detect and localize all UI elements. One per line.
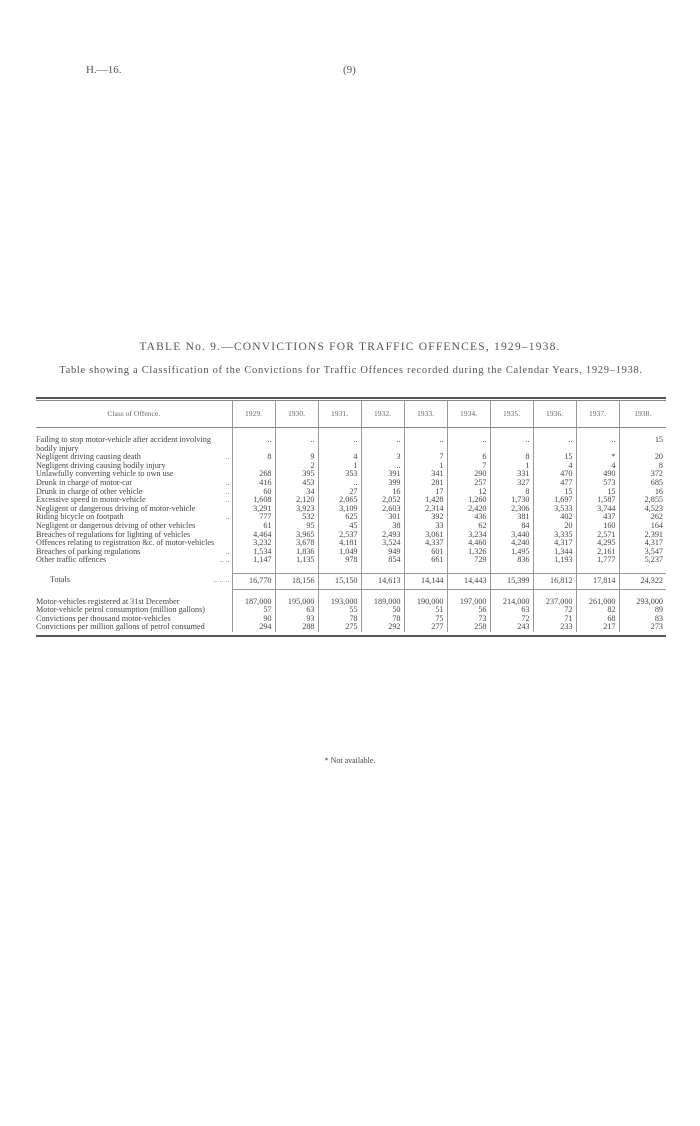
table-cell: 38 <box>361 522 404 531</box>
table-cell: 1,049 <box>318 548 361 557</box>
table-cell: 273 <box>650 622 663 632</box>
leader-dots: .. <box>225 512 230 522</box>
table-cell: 261,000 <box>576 598 619 607</box>
leader-dots: .. <box>225 486 230 496</box>
table-cell: 82 <box>576 606 619 615</box>
table-cell: 195,000 <box>275 598 318 607</box>
table-cell: 661 <box>404 556 447 565</box>
table-cell: .. <box>318 436 361 453</box>
table-cell: .. <box>576 436 619 453</box>
footnote: * Not available. <box>324 756 376 765</box>
table-cell: 27 <box>318 488 361 497</box>
table-cell: 275 <box>318 623 361 632</box>
table-cell: 189,000 <box>361 598 404 607</box>
table-cell: 402 <box>533 513 576 522</box>
table-cell: 15,150 <box>318 573 361 589</box>
row-label: Offences relating to registration &c. of motor-vehicles <box>36 538 215 548</box>
table-cell: 1,534 <box>232 548 275 557</box>
table-cell: 949 <box>361 548 404 557</box>
table-cell: 3,440 <box>490 531 533 540</box>
table-cell: 3,524 <box>361 539 404 548</box>
table-cell: 20 <box>654 452 663 462</box>
table-cell: 1,697 <box>533 496 576 505</box>
table-cell: 3,232 <box>232 539 275 548</box>
table-cell: 17 <box>404 488 447 497</box>
table-title: TABLE No. 9.—CONVICTIONS FOR TRAFFIC OFFENCES, 1929–1938. <box>139 341 561 353</box>
spacer-cell <box>490 565 533 574</box>
leader-dots: .. .. <box>219 555 230 565</box>
table-cell: 381 <box>490 513 533 522</box>
table-cell: 1,836 <box>275 548 318 557</box>
table-cell: 2,537 <box>318 531 361 540</box>
table-cell: 12 <box>447 488 490 497</box>
table-cell: 3 <box>361 453 404 462</box>
table-cell: 4,464 <box>232 531 275 540</box>
table-cell: 1,730 <box>490 496 533 505</box>
row-label: Drunk in charge of other vehicle <box>36 486 143 496</box>
convictions-table <box>36 401 666 632</box>
table-cell: 4,240 <box>490 539 533 548</box>
table-cell: 3,744 <box>576 505 619 514</box>
column-header-year: 1930. <box>275 401 318 428</box>
table-cell: 4 <box>318 453 361 462</box>
table-cell: 258 <box>447 623 490 632</box>
table-cell: 1,260 <box>447 496 490 505</box>
table-cell: 257 <box>447 479 490 488</box>
table-cell: 391 <box>361 470 404 479</box>
table-cell: 3,533 <box>533 505 576 514</box>
table-cell: 1 <box>318 462 361 471</box>
spacer-cell <box>318 565 361 574</box>
column-header-class-of-offence: Class of Offence. <box>36 401 232 428</box>
table-cell: 2,306 <box>490 505 533 514</box>
column-header-year: 1932. <box>361 401 404 428</box>
row-label: Failing to stop motor-vehicle after accident involving bodily injury <box>36 435 211 453</box>
row-label: Negligent or dangerous driving of motor-vehicle <box>36 503 196 513</box>
row-label-cell <box>36 556 232 565</box>
table-cell: 164 <box>650 520 663 530</box>
table-cell: 4,337 <box>404 539 447 548</box>
table-cell: 243 <box>490 623 533 632</box>
spacer-cell <box>619 565 666 574</box>
table-cell: 3,335 <box>533 531 576 540</box>
table-cell: 4,295 <box>576 539 619 548</box>
table-cell: 292 <box>361 623 404 632</box>
page-number: (9) <box>343 64 356 76</box>
table-cell: .. <box>447 436 490 453</box>
leader-dots: .. <box>225 477 230 487</box>
table-cell: 353 <box>318 470 361 479</box>
table-cell: 854 <box>361 556 404 565</box>
row-label: Motor-vehicle petrol consumption (million gallons) <box>36 605 206 615</box>
table-cell: 288 <box>275 623 318 632</box>
table-cell: 277 <box>404 623 447 632</box>
table-cell: 1,587 <box>576 496 619 505</box>
table-cell: 729 <box>447 556 490 565</box>
table-cell: 2,420 <box>447 505 490 514</box>
table-cell: 84 <box>490 522 533 531</box>
table-header-row <box>36 401 666 428</box>
row-label: Totals <box>50 575 70 585</box>
table-cell: 1,608 <box>232 496 275 505</box>
table-cell: 2,120 <box>275 496 318 505</box>
table-cell: 1,193 <box>533 556 576 565</box>
table-cell: 5,237 <box>644 555 663 565</box>
table-cell: 416 <box>232 479 275 488</box>
bottom-rule <box>36 635 666 637</box>
table-cell: 33 <box>404 522 447 531</box>
column-header-year: 1931. <box>318 401 361 428</box>
table-cell: 45 <box>318 522 361 531</box>
row-label: Motor-vehicles registered at 31st December <box>36 596 180 606</box>
table-cell: 395 <box>275 470 318 479</box>
page-header <box>0 64 700 78</box>
table-cell: 836 <box>490 556 533 565</box>
row-label-cell <box>36 573 232 589</box>
table-cell: 3,109 <box>318 505 361 514</box>
row-label: Convictions per thousand motor-vehicles <box>36 613 171 623</box>
table-cell: 294 <box>232 623 275 632</box>
table-cell: 214,000 <box>490 598 533 607</box>
table-cell: 399 <box>361 479 404 488</box>
table-cell: 685 <box>650 477 663 487</box>
table-cell: 437 <box>576 513 619 522</box>
column-header-year: 1937. <box>576 401 619 428</box>
table-cell: 237,000 <box>533 598 576 607</box>
table-cell: 8 <box>232 453 275 462</box>
table-cell: 777 <box>232 513 275 522</box>
spacer-cell <box>576 565 619 574</box>
table-cell: 55 <box>318 606 361 615</box>
table-cell: 2,065 <box>318 496 361 505</box>
table-cell: 1 <box>404 462 447 471</box>
table-cell: 2,603 <box>361 505 404 514</box>
table-cell: 625 <box>318 513 361 522</box>
row-label: Unlawfully converting vehicle to own use <box>36 469 174 479</box>
table-cell: 532 <box>275 513 318 522</box>
leader-dots: .. <box>225 452 230 462</box>
table-cell: .. <box>490 436 533 453</box>
table-cell: 160 <box>576 522 619 531</box>
table-cell: .. <box>275 436 318 453</box>
table-cell: 68 <box>576 615 619 624</box>
table-cell: 73 <box>447 615 490 624</box>
column-header-year: 1936. <box>533 401 576 428</box>
row-label: Negligent or dangerous driving of other vehicles <box>36 520 196 530</box>
table-cell: 268 <box>232 470 275 479</box>
table-subtitle: Table showing a Classification of the Convictions for Traffic Offences recorded during the Calendar Years, 1929–1938. <box>59 365 643 376</box>
spacer-cell <box>533 565 576 574</box>
table-cell: 2,052 <box>361 496 404 505</box>
table-cell: 14,144 <box>404 573 447 589</box>
table-cell: 71 <box>533 615 576 624</box>
table-cell: 4,317 <box>644 538 663 548</box>
table-cell: 4,181 <box>318 539 361 548</box>
table-cell: 2 <box>275 462 318 471</box>
table-cell: 15 <box>533 488 576 497</box>
table-cell: 190,000 <box>404 598 447 607</box>
table-cell: 75 <box>404 615 447 624</box>
table-cell: 573 <box>576 479 619 488</box>
table-cell: 7 <box>447 462 490 471</box>
table-cell: 16,812 <box>533 573 576 589</box>
table-cell: 331 <box>490 470 533 479</box>
table-cell: 436 <box>447 513 490 522</box>
table-row <box>36 436 666 453</box>
table-cell: 1,326 <box>447 548 490 557</box>
table-cell: 3,678 <box>275 539 318 548</box>
row-label: Breaches of regulations for lighting of vehicles <box>36 529 191 539</box>
row-label: Negligent driving causing bodily injury <box>36 460 166 470</box>
row-label: Riding bicycle on footpath <box>36 512 124 522</box>
totals-spacer-row <box>36 565 666 574</box>
table-cell: .. <box>361 462 404 471</box>
table-cell: 281 <box>404 479 447 488</box>
table-cell: 477 <box>533 479 576 488</box>
table-cell: 16,770 <box>232 573 275 589</box>
table-cell: 490 <box>576 470 619 479</box>
table-cell: 8 <box>490 488 533 497</box>
table-cell: 453 <box>275 479 318 488</box>
table-cell: 62 <box>447 522 490 531</box>
row-label-cell <box>36 623 232 632</box>
row-label: Other traffic offences <box>36 555 107 565</box>
table-cell: 4,317 <box>533 539 576 548</box>
table-cell: 290 <box>447 470 490 479</box>
stats-row <box>36 623 666 632</box>
convictions-table-container <box>36 397 666 637</box>
column-header-year: 1934. <box>447 401 490 428</box>
table-cell: 1,135 <box>275 556 318 565</box>
table-cell: 72 <box>533 606 576 615</box>
table-cell: 3,234 <box>447 531 490 540</box>
table-cell: 89 <box>654 605 663 615</box>
row-label: Breaches of parking regulations <box>36 546 141 556</box>
table-cell: 14,443 <box>447 573 490 589</box>
row-label-cell <box>36 436 232 453</box>
table-cell: .. <box>232 436 275 453</box>
table-cell: 341 <box>404 470 447 479</box>
table-cell: 601 <box>404 548 447 557</box>
table-cell: 83 <box>654 613 663 623</box>
column-header-year: 1929. <box>232 401 275 428</box>
table-cell: 2,161 <box>576 548 619 557</box>
table-cell: 4,523 <box>644 503 663 513</box>
table-cell: 372 <box>650 469 663 479</box>
spacer-cell <box>404 565 447 574</box>
table-cell: 193,000 <box>318 598 361 607</box>
table-cell: 15 <box>576 488 619 497</box>
table-cell: 24,322 <box>619 573 666 589</box>
table-cell: 15 <box>533 453 576 462</box>
table-cell: 197,000 <box>447 598 490 607</box>
table-cell: 262 <box>650 512 663 522</box>
column-header-year: 1933. <box>404 401 447 428</box>
table-cell: 187,000 <box>232 598 275 607</box>
table-cell: 78 <box>361 615 404 624</box>
table-cell: .. <box>361 436 404 453</box>
spacer-cell <box>232 565 275 574</box>
table-cell: 18,156 <box>275 573 318 589</box>
table-cell: 63 <box>490 606 533 615</box>
table-cell: 2,391 <box>644 529 663 539</box>
table-cell: 2,855 <box>644 495 663 505</box>
table-cell: .. <box>318 479 361 488</box>
table-cell: 15,399 <box>490 573 533 589</box>
table-cell: 72 <box>490 615 533 624</box>
table-cell: 60 <box>232 488 275 497</box>
table-cell: 978 <box>318 556 361 565</box>
column-header-year: 1938. <box>619 401 666 428</box>
table-cell: 90 <box>232 615 275 624</box>
table-cell: 50 <box>361 606 404 615</box>
table-cell: 61 <box>232 522 275 531</box>
table-cell: * <box>576 453 619 462</box>
table-row <box>36 556 666 565</box>
table-cell: 51 <box>404 606 447 615</box>
row-label: Negligent driving causing death <box>36 452 141 462</box>
table-cell: 95 <box>275 522 318 531</box>
table-cell: 470 <box>533 470 576 479</box>
table-cell: 34 <box>275 488 318 497</box>
totals-row <box>36 573 666 589</box>
row-label: Excessive speed in motor-vehicle <box>36 495 146 505</box>
table-cell: 3,547 <box>644 546 663 556</box>
table-cell: 93 <box>275 615 318 624</box>
table-cell: 2,571 <box>576 531 619 540</box>
spacer-cell <box>361 565 404 574</box>
row-label: Convictions per million gallons of petrol consumed <box>36 622 205 632</box>
table-cell: 3,965 <box>275 531 318 540</box>
table-cell: 9 <box>275 453 318 462</box>
table-cell: 17,814 <box>576 573 619 589</box>
table-cell: 4 <box>576 462 619 471</box>
spacer-cell <box>36 565 232 574</box>
table-cell: 8 <box>658 460 663 470</box>
table-cell: 7 <box>404 453 447 462</box>
spacer-cell <box>275 565 318 574</box>
leader-dots: .. <box>225 495 230 505</box>
table-cell: 3,291 <box>232 505 275 514</box>
table-cell: 217 <box>576 623 619 632</box>
table-cell: 1,777 <box>576 556 619 565</box>
table-cell: 293,000 <box>636 596 663 606</box>
table-cell: 3,061 <box>404 531 447 540</box>
table-cell: 1,428 <box>404 496 447 505</box>
leader-dots: .. <box>225 546 230 556</box>
table-cell: 2,493 <box>361 531 404 540</box>
table-cell: 301 <box>361 513 404 522</box>
spacer-cell <box>447 565 490 574</box>
table-cell: 57 <box>232 606 275 615</box>
row-label: Drunk in charge of motor-car <box>36 477 133 487</box>
table-cell: 4 <box>533 462 576 471</box>
table-cell: 6 <box>447 453 490 462</box>
table-cell: 16 <box>361 488 404 497</box>
table-cell: 233 <box>533 623 576 632</box>
table-cell: 2,314 <box>404 505 447 514</box>
table-cell: 3,923 <box>275 505 318 514</box>
table-cell: 1 <box>490 462 533 471</box>
table-cell: 4,460 <box>447 539 490 548</box>
table-cell: 56 <box>447 606 490 615</box>
document-reference: H.—16. <box>86 64 122 76</box>
table-cell: 8 <box>490 453 533 462</box>
leader-dots: .. .. .. <box>213 575 230 585</box>
table-cell: 392 <box>404 513 447 522</box>
table-cell: .. <box>404 436 447 453</box>
table-cell: 16 <box>654 486 663 496</box>
column-header-year: 1935. <box>490 401 533 428</box>
top-double-rule <box>36 397 666 399</box>
table-cell: 78 <box>318 615 361 624</box>
table-cell: 1,344 <box>533 548 576 557</box>
table-cell: 327 <box>490 479 533 488</box>
table-cell: 1,495 <box>490 548 533 557</box>
table-cell: 20 <box>533 522 576 531</box>
table-cell: 1,147 <box>232 556 275 565</box>
table-cell: 14,613 <box>361 573 404 589</box>
table-cell: .. <box>533 436 576 453</box>
table-cell: 15 <box>654 435 663 444</box>
table-cell: 63 <box>275 606 318 615</box>
